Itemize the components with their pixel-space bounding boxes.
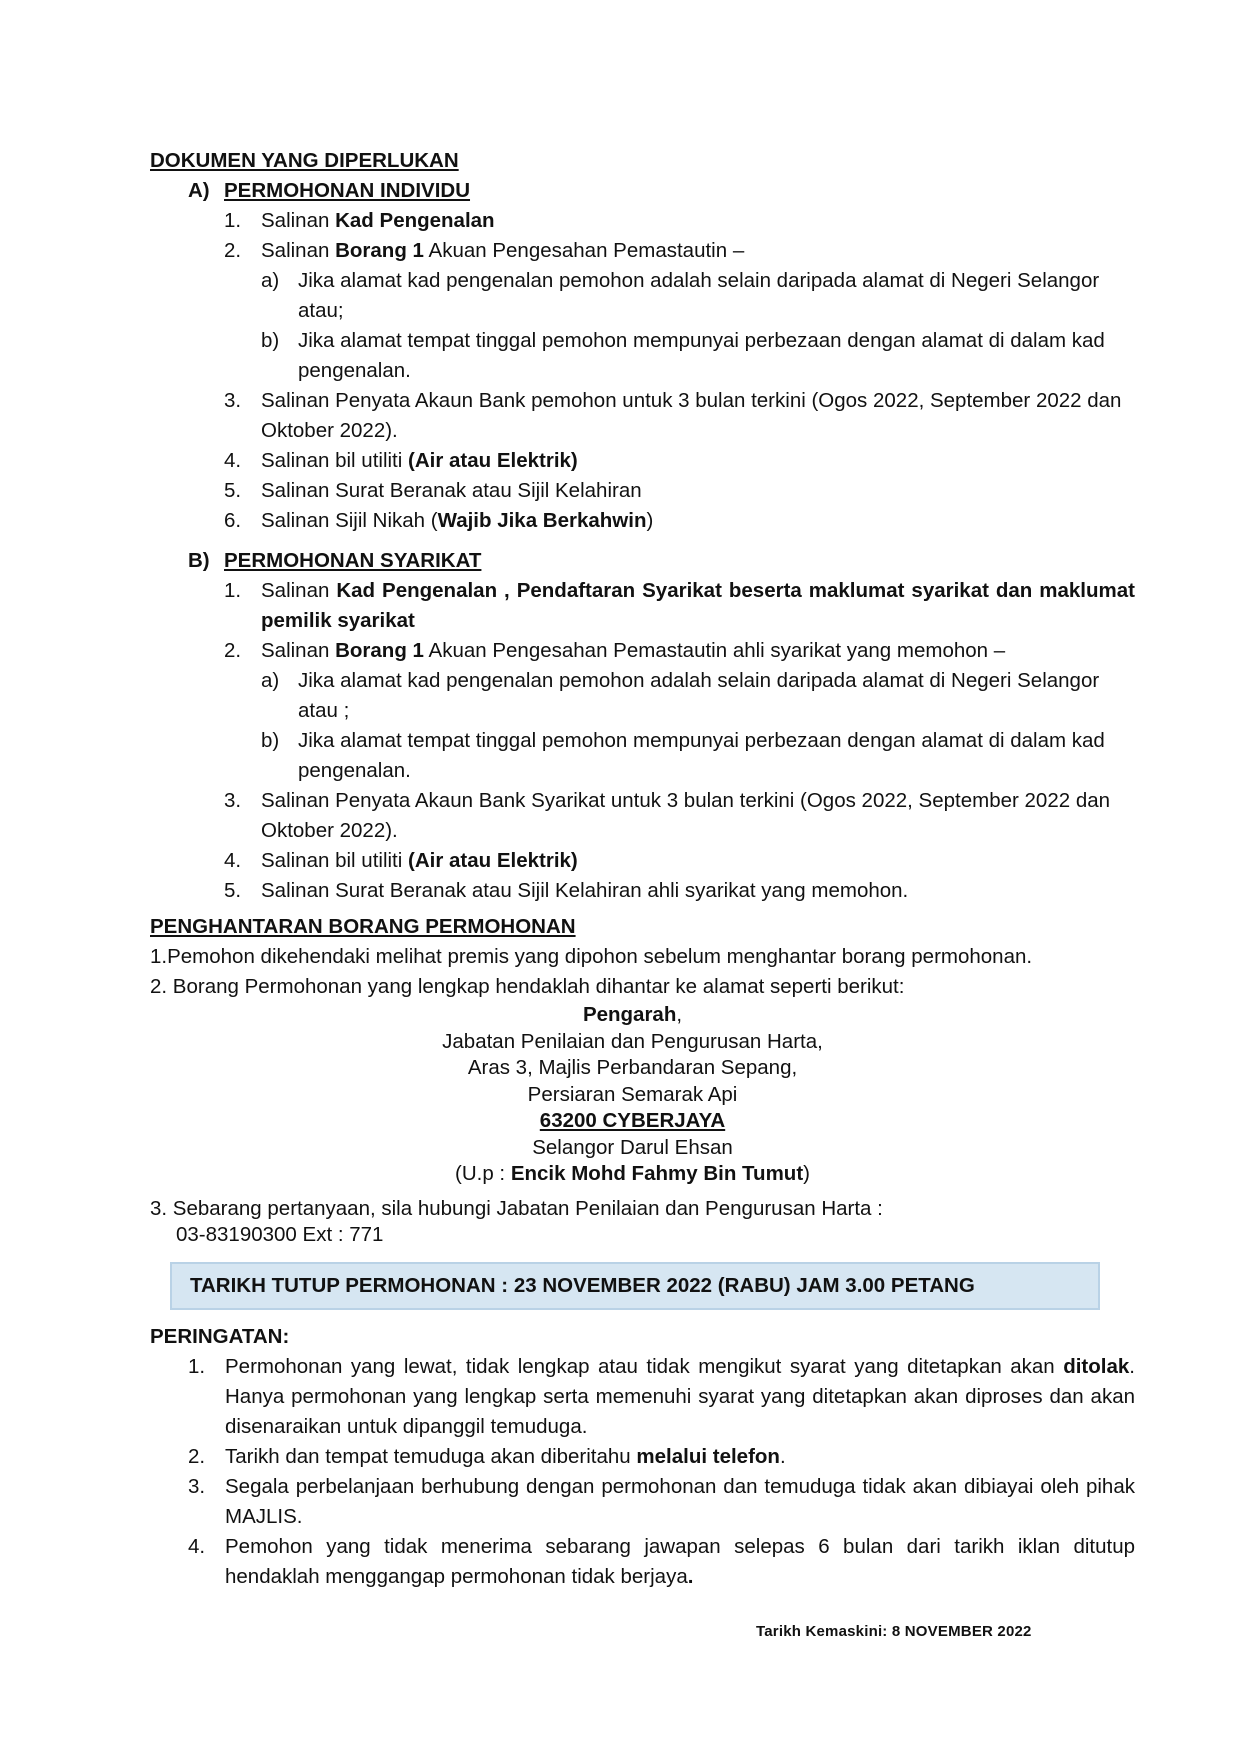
item-text: Salinan Surat Beranak atau Sijil Kelahiran ahli syarikat yang memohon. (261, 879, 909, 902)
list-item (224, 446, 1135, 476)
item-text: Akuan Pengesahan Pemastautin ahli syarikat yang memohon – (423, 639, 1006, 662)
list-item (188, 1472, 1135, 1532)
item-text: Salinan (261, 239, 336, 262)
item-text: Permohonan yang lewat, tidak lengkap atau tidak mengikut syarat yang ditetapkan akan (225, 1354, 1064, 1378)
warnings-heading: PERINGATAN: (150, 1324, 290, 1348)
submission-point-2: 2. Borang Permohonan yang lengkap hendaklah dihantar ke alamat seperti berikut: (150, 975, 905, 998)
mailing-address (130, 1002, 1135, 1188)
item-number: 3. (188, 1474, 206, 1498)
item-number: 1. (188, 1354, 206, 1378)
item-number: 3. (224, 389, 242, 412)
item-text: Akuan Pengesahan Pemastautin – (423, 239, 745, 262)
list-item (224, 506, 1135, 536)
item-bold: melalui telefon (636, 1444, 780, 1468)
list-item (224, 266, 1135, 326)
list-item (224, 876, 1135, 906)
address-line-1: Pengarah (582, 1003, 677, 1026)
sub-item-text: Jika alamat kad pengenalan pemohon adalah selain daripada alamat di Negeri Selangor atau; (298, 269, 1100, 322)
section-b-title (188, 546, 1135, 576)
address-line-1-tail: , (676, 1003, 683, 1026)
address-line-2: Jabatan Penilaian dan Pengurusan Harta, (442, 1029, 823, 1053)
list-item (224, 236, 1135, 266)
item-text: Segala perbelanjaan berhubung dengan permohonan dan temuduga tidak akan dibiayai oleh pihak MAJLIS. (225, 1474, 1135, 1528)
item-bold: Borang 1 (335, 239, 424, 262)
contact-phone: 03-83190300 Ext : 771 (176, 1222, 384, 1246)
section-a-list (150, 206, 1135, 536)
item-number: 2. (224, 239, 242, 262)
section-b-letter: B) (188, 549, 210, 572)
sub-item-letter: b) (261, 329, 280, 352)
item-text: Salinan Surat Beranak atau Sijil Kelahiran (261, 479, 642, 502)
address-line-5: 63200 CYBERJAYA (539, 1109, 726, 1132)
item-number: 5. (224, 479, 242, 502)
submission-heading: PENGHANTARAN BORANG PERMOHONAN (150, 915, 576, 938)
list-item (224, 786, 1135, 846)
section-a (188, 176, 1135, 206)
list-item (224, 636, 1135, 666)
item-text: Salinan Penyata Akaun Bank pemohon untuk 3 bulan terkini (Ogos 2022, September 2022 dan Oktober 2022). (261, 389, 1122, 442)
item-text: . Hanya permohonan yang lengkap serta memenuhi syarat yang ditetapkan akan diproses dan akan disenaraikan untuk dipanggil temuduga. (225, 1354, 1135, 1438)
item-number: 6. (224, 509, 242, 532)
section-a-title-text: PERMOHONAN INDIVIDU (224, 179, 471, 202)
list-item (224, 726, 1135, 786)
sub-item-letter: a) (261, 669, 280, 692)
address-line-7-post: ) (803, 1162, 810, 1185)
sub-item-text: Jika alamat tempat tinggal pemohon mempunyai perbezaan dengan alamat di dalam kad pengenalan. (298, 729, 1105, 782)
item-number: 1. (224, 209, 242, 232)
section-b-title-text: PERMOHONAN SYARIKAT (224, 549, 482, 572)
warnings-list (150, 1352, 1135, 1592)
sub-item-letter: b) (261, 729, 280, 752)
address-line-7-name: Encik Mohd Fahmy Bin Tumut (510, 1162, 804, 1185)
item-bold: Kad Pengenalan , Pendaftaran Syarikat beserta maklumat syarikat dan maklumat pemilik syarikat (261, 579, 1135, 632)
sub-item-text: Jika alamat kad pengenalan pemohon adalah selain daripada alamat di Negeri Selangor atau ; (298, 669, 1100, 722)
documents-heading: DOKUMEN YANG DIPERLUKAN (150, 149, 459, 172)
address-line-3: Aras 3, Majlis Perbandaran Sepang, (467, 1056, 798, 1079)
item-text: Salinan (261, 579, 337, 602)
address-line-4: Persiaran Semarak Api (527, 1082, 738, 1106)
sub-item-text: Jika alamat tempat tinggal pemohon mempunyai perbezaan dengan alamat di dalam kad pengenalan. (298, 329, 1105, 382)
list-item (224, 386, 1135, 446)
list-item (224, 326, 1135, 386)
item-bold: Kad Pengenalan (335, 209, 495, 232)
last-updated: Tarikh Kemaskini: 8 NOVEMBER 2022 (756, 1623, 1032, 1640)
item-number: 2. (224, 639, 242, 662)
item-bold: Borang 1 (335, 639, 424, 662)
item-text: . (779, 1444, 786, 1468)
item-bold: (Air atau Elektrik) (408, 449, 578, 472)
item-text: Salinan bil utiliti (261, 449, 408, 472)
address-line-7-pre: (U.p : (455, 1162, 511, 1185)
list-item (188, 1442, 1135, 1472)
item-number: 5. (224, 879, 242, 902)
item-bold: . (687, 1564, 694, 1588)
item-number: 4. (224, 849, 242, 872)
document-content (150, 146, 1135, 1592)
section-a-letter: A) (188, 179, 210, 202)
item-number: 3. (224, 789, 242, 812)
sub-item-letter: a) (261, 269, 280, 292)
item-bold: (Air atau Elektrik) (408, 849, 578, 872)
item-number: 4. (224, 449, 242, 472)
item-text: Tarikh dan tempat temuduga akan diberitahu (225, 1444, 637, 1468)
list-item (224, 846, 1135, 876)
item-number: 1. (224, 579, 242, 602)
item-text: Salinan (261, 209, 336, 232)
section-b (188, 546, 1135, 576)
list-item (224, 206, 1135, 236)
item-number: 2. (188, 1444, 206, 1468)
section-b-list (150, 576, 1135, 906)
item-bold: Wajib Jika Berkahwin (437, 509, 647, 532)
submission-point-3: 3. Sebarang pertanyaan, sila hubungi Jabatan Penilaian dan Pengurusan Harta : (150, 1196, 883, 1220)
section-a-title (188, 176, 1135, 206)
item-text: ) (646, 509, 654, 532)
submission-point-1: 1.Pemohon dikehendaki melihat premis yang dipohon sebelum menghantar borang permohonan. (150, 945, 1033, 968)
list-item (224, 666, 1135, 726)
address-line-6: Selangor Darul Ehsan (532, 1135, 733, 1159)
list-item (188, 1532, 1135, 1592)
closing-date-notice: TARIKH TUTUP PERMOHONAN : 23 NOVEMBER 2022 (RABU) JAM 3.00 PETANG (170, 1262, 1100, 1310)
item-text: Salinan bil utiliti (261, 849, 408, 872)
item-number: 4. (188, 1534, 206, 1558)
list-item (188, 1352, 1135, 1442)
item-text: Pemohon yang tidak menerima sebarang jawapan selepas 6 bulan dari tarikh iklan ditutup hendaklah menggangap permohonan tidak berjaya (225, 1534, 1135, 1588)
item-text: Salinan Sijil Nikah ( (261, 509, 438, 532)
list-item (224, 576, 1135, 636)
item-text: Salinan (261, 639, 336, 662)
item-bold: ditolak (1063, 1354, 1130, 1378)
item-text: Salinan Penyata Akaun Bank Syarikat untuk 3 bulan terkini (Ogos 2022, September 2022 dan Oktober 2022). (261, 789, 1111, 842)
list-item (224, 476, 1135, 506)
